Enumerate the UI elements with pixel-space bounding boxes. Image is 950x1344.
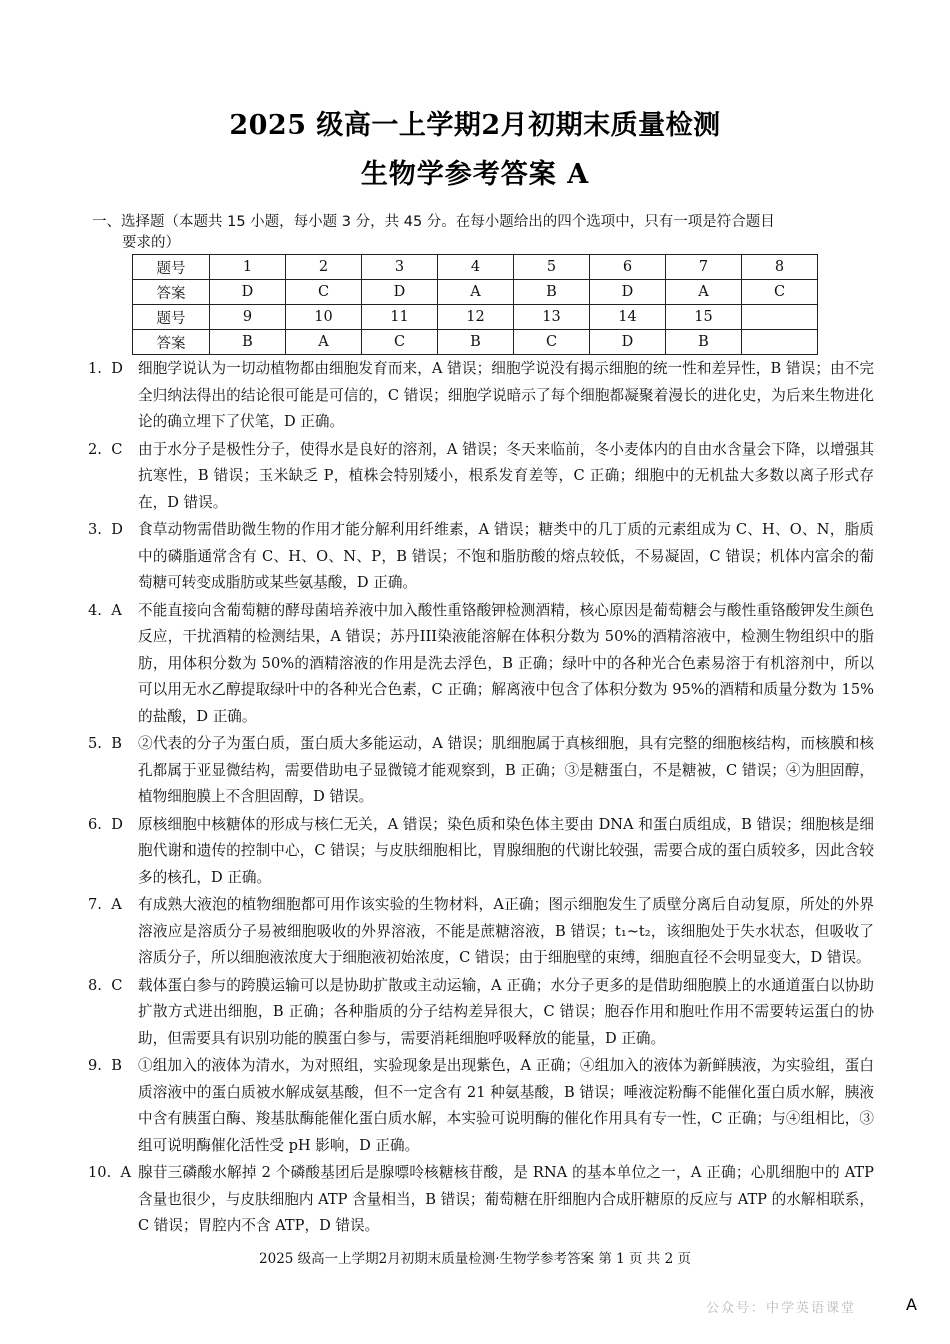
table-cell: B: [514, 280, 590, 305]
item-text: 原核细胞中核糖体的形成与核仁无关，A 错误；染色质和染色体主要由 DNA 和蛋白质组成，B 错误；细胞核是细胞代谢和遗传的控制中心，C 错误；与皮肤细胞相比，胃腺细胞的代谢比较强，需要合成的蛋白质较多，因此含较多的核孔，D 正确。: [138, 815, 874, 886]
explanation-item: [88, 812, 874, 892]
explanation-list: [88, 356, 874, 1241]
item-number: 5. B: [88, 735, 122, 752]
table-cell: 6: [590, 255, 666, 280]
table-row: [133, 280, 818, 305]
table-cell: C: [742, 280, 818, 305]
row-label-question: 题号: [133, 255, 210, 280]
item-text: 细胞学说认为一切动植物都由细胞发育而来，A 错误；细胞学说没有揭示细胞的统一性和差异性，B 错误；由不完全归纳法得出的结论很可能是可信的，C 错误；细胞学说暗示了每个细胞都凝聚着漫长的进化史，为后来生物进化论的确立埋下了伏笔，D 正确。: [138, 360, 874, 430]
table-cell: D: [590, 330, 666, 355]
section-heading-line1: 一、选择题（本题共 15 小题，每小题 3 分，共 45 分。在每小题给出的四个选项中，只有一项是符合题目: [92, 214, 775, 230]
item-number: 4. A: [88, 601, 122, 619]
item-number: 8. C: [88, 976, 123, 994]
item-text: 腺苷三磷酸水解掉 2 个磷酸基团后是腺嘌呤核糖核苷酸，是 RNA 的基本单位之一，A 正确；心肌细胞中的 ATP 含量也很少，与皮肤细胞内 ATP 含量相当，B 错误；葡萄糖在肝细胞内合成肝糖原的反应与 ATP 的水解相联系，C 错误；胃腔内不含 ATP，D 错误。: [138, 1164, 874, 1234]
page-subtitle: 生物学参考答案 A: [360, 159, 590, 190]
table-cell: 12: [438, 305, 514, 330]
explanation-item: [88, 356, 874, 436]
table-cell: [742, 305, 818, 330]
table-cell: B: [210, 330, 286, 355]
table-cell: 10: [286, 305, 362, 330]
table-cell: 1: [210, 255, 286, 280]
item-number: 7. A: [88, 896, 122, 913]
item-number: 3. D: [88, 521, 123, 538]
table-row: [133, 330, 818, 355]
section-heading-line2: 要求的）: [122, 235, 180, 251]
table-cell: 13: [514, 305, 590, 330]
table-cell: 4: [438, 255, 514, 280]
item-text: ②代表的分子为蛋白质，蛋白质大多能运动，A 错误；肌细胞属于真核细胞，具有完整的细胞核结构，而核膜和核孔都属于亚显微结构，需要借助电子显微镜才能观察到，B 正确；③是糖蛋白，不是糖被，C 错误；④为胆固醇，植物细胞膜上不含胆固醇，D 错误。: [138, 735, 874, 805]
row-label-answer: 答案: [133, 280, 210, 305]
item-text: 有成熟大液泡的植物细胞都可用作该实验的生物材料，A正确；图示细胞发生了质壁分离后自动复原，所处的外界溶液应是溶质分子易被细胞吸收的外界溶液，不能是蔗糖溶液，B 错误；t₁~t₂，该细胞处于失水状态，但吸收了溶质分子，所以细胞液浓度大于细胞液初始浓度，C 错误；由于细胞壁的束缚，细胞直径不会明显变大，D 错误。: [138, 896, 874, 966]
page-title: 2025 级高一上学期2月初期末质量检测: [229, 110, 721, 141]
table-cell: C: [514, 330, 590, 355]
table-cell: D: [210, 280, 286, 305]
table-cell: 3: [362, 255, 438, 280]
table-cell: A: [438, 280, 514, 305]
item-number: 9. B: [88, 1057, 122, 1074]
table-cell: 7: [666, 255, 742, 280]
table-cell: 15: [666, 305, 742, 330]
explanation-item: [88, 731, 874, 811]
item-number: 1. D: [88, 360, 123, 377]
table-cell: B: [666, 330, 742, 355]
table-cell: 2: [286, 255, 362, 280]
table-cell: 8: [742, 255, 818, 280]
answer-table: [132, 254, 818, 355]
table-cell: B: [438, 330, 514, 355]
item-text: 不能直接向含葡萄糖的酵母菌培养液中加入酸性重铬酸钾检测酒精，核心原因是葡萄糖会与酸性重铬酸钾发生颜色反应，干扰酒精的检测结果，A 错误；苏丹III染液能溶解在体积分数为 50%的酒精溶液中，检测生物组织中的脂肪，用体积分数为 50%的酒精溶液的作用是洗去浮色，B 正确；绿叶中的各种光合色素易溶于有机溶剂中，所以可以用无水乙醇提取绿叶中的各种光合色素，C 正确；解离液中包含了体积分数为 95%的酒精和质量分数为 15%的盐酸，D 正确。: [138, 601, 874, 725]
explanation-item: [88, 973, 874, 1053]
explanation-item: [88, 517, 874, 597]
table-cell: 5: [514, 255, 590, 280]
table-cell: A: [286, 330, 362, 355]
item-text: ①组加入的液体为清水，为对照组，实验现象是出现紫色，A 正确；④组加入的液体为新鲜胰液，为实验组，蛋白质溶液中的蛋白质被水解成氨基酸，但不一定含有 21 种氨基酸，B 错误；唾液淀粉酶不能催化蛋白质水解，胰液中含有胰蛋白酶、羧基肽酶能催化蛋白质水解，本实验可说明酶的催化作用具有专一性，C 正确；与④组相比，③组可说明酶催化活性受 pH 影响，D 正确。: [138, 1057, 874, 1154]
table-cell: 9: [210, 305, 286, 330]
item-text: 食草动物需借助微生物的作用才能分解利用纤维素，A 错误；糖类中的几丁质的元素组成为 C、H、O、N，脂质中的磷脂通常含有 C、H、O、N、P，B 错误；不饱和脂肪酸的熔点较低，不易凝固，C 错误；机体内富余的葡萄糖可转变成脂肪或某些氨基酸，D 正确。: [138, 521, 874, 591]
row-label-answer: 答案: [133, 330, 210, 355]
table-cell: 11: [362, 305, 438, 330]
table-cell: 14: [590, 305, 666, 330]
explanation-item: [88, 598, 874, 731]
item-number: 6. D: [88, 815, 123, 833]
item-number: 2. C: [88, 440, 123, 458]
table-cell: A: [666, 280, 742, 305]
section-heading: [92, 212, 867, 254]
explanation-item: [88, 892, 874, 972]
table-row: [133, 255, 818, 280]
item-number: 10. A: [88, 1164, 132, 1181]
explanation-item: [88, 1053, 874, 1159]
explanation-item: [88, 1160, 874, 1240]
table-cell: C: [286, 280, 362, 305]
page-footer: 2025 级高一上学期2月初期末质量检测·生物学参考答案 第 1 页 共 2 页: [259, 1251, 691, 1267]
table-cell: D: [362, 280, 438, 305]
item-text: 载体蛋白参与的跨膜运输可以是协助扩散或主动运输，A 正确；水分子更多的是借助细胞膜上的水通道蛋白以协助扩散方式进出细胞，B 正确；各种脂质的分子结构差异很大，C 错误；胞吞作用和胞吐作用不需要转运蛋白的协助，但需要具有识别功能的膜蛋白参与，需要消耗细胞呼吸释放的能量，D 正确。: [138, 976, 874, 1047]
table-row: [133, 305, 818, 330]
row-label-question: 题号: [133, 305, 210, 330]
item-text: 由于水分子是极性分子，使得水是良好的溶剂，A 错误；冬天来临前，冬小麦体内的自由水含量会下降，以增强其抗寒性，B 错误；玉米缺乏 P，植株会特别矮小，根系发育差等，C 正确；细胞中的无机盐大多数以离子形式存在，D 错误。: [138, 440, 874, 511]
corner-mark: A: [906, 1295, 917, 1314]
table-cell: D: [590, 280, 666, 305]
table-cell: C: [362, 330, 438, 355]
table-cell: [742, 330, 818, 355]
explanation-item: [88, 437, 874, 517]
watermark-text: 公众号：中学英语课堂: [706, 1301, 857, 1316]
